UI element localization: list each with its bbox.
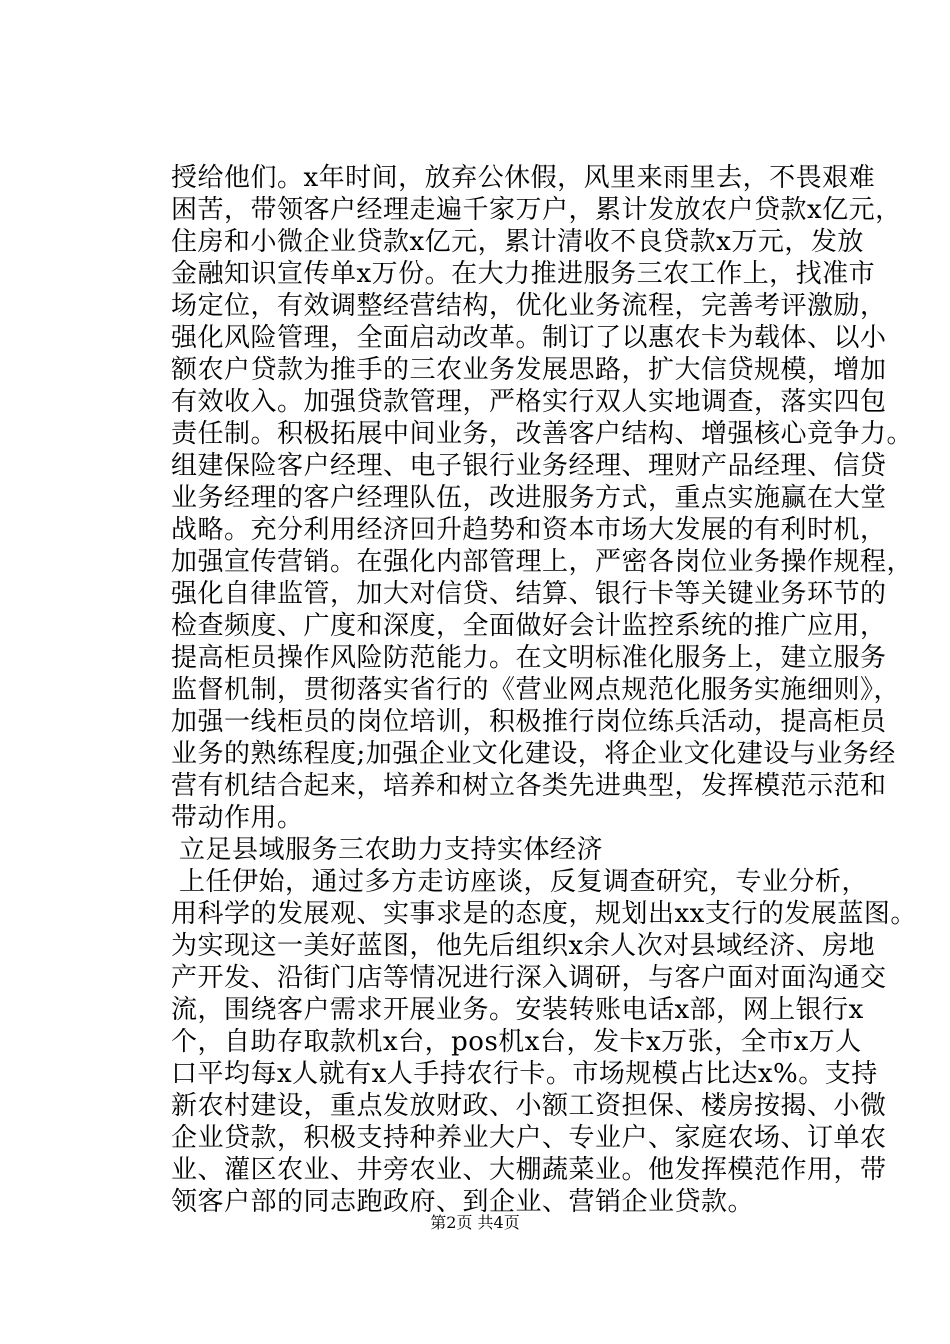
paragraph-line: 检查频度、广度和深度，全面做好会计监控系统的推广应用， bbox=[171, 611, 887, 641]
paragraph-line: 战略。充分利用经济回升趋势和资本市场大发展的有利时机， bbox=[171, 515, 887, 545]
paragraph-line: 授给他们。x年时间，放弃公休假，风里来雨里去，不畏艰难 bbox=[171, 163, 876, 193]
paragraph-line: 提高柜员操作风险防范能力。在文明标准化服务上，建立服务 bbox=[171, 643, 887, 673]
paragraph-line: 企业贷款，积极支持种养业大户、专业户、家庭农场、订单农 bbox=[171, 1123, 887, 1153]
paragraph-line: 加强宣传营销。在强化内部管理上，严密各岗位业务操作规程， bbox=[171, 547, 914, 577]
paragraph-line: 业务经理的客户经理队伍，改进服务方式，重点实施赢在大堂 bbox=[171, 483, 887, 513]
paragraph-line: 责任制。积极拓展中间业务，改善客户结构、增强核心竞争力。 bbox=[171, 419, 914, 449]
paragraph-line: 组建保险客户经理、电子银行业务经理、理财产品经理、信贷 bbox=[171, 451, 887, 481]
paragraph-line: 监督机制，贯彻落实省行的《营业网点规范化服务实施细则》， bbox=[171, 675, 901, 705]
document-body bbox=[171, 162, 917, 1218]
paragraph-line: 困苦，带领客户经理走遍千家万户，累计发放农户贷款x亿元， bbox=[171, 195, 902, 225]
paragraph-line: 强化自律监管，加大对信贷、结算、银行卡等关键业务环节的 bbox=[171, 579, 887, 609]
paragraph-line: 业、灌区农业、井旁农业、大棚蔬菜业。他发挥模范作用，带 bbox=[171, 1155, 887, 1185]
section-heading: 立足县域服务三农助力支持实体经济 bbox=[179, 835, 604, 865]
page-footer bbox=[0, 1213, 950, 1233]
paragraph-line: 金融知识宣传单x万份。在大力推进服务三农工作上，找准市 bbox=[171, 259, 876, 289]
paragraph-line: 个，自助存取款机x台，pos机x台，发卡x万张，全市x万人 bbox=[171, 1027, 862, 1057]
paragraph-line: 业务的熟练程度;加强企业文化建设，将企业文化建设与业务经 bbox=[171, 739, 896, 769]
paragraph-line: 住房和小微企业贷款x亿元，累计清收不良贷款x万元，发放 bbox=[171, 227, 864, 257]
page-number: 第2页 共4页 bbox=[430, 1213, 520, 1232]
paragraph-line: 新农村建设，重点发放财政、小额工资担保、楼房按揭、小微 bbox=[171, 1091, 887, 1121]
paragraph-line: 带动作用。 bbox=[171, 803, 304, 833]
paragraph-line: 强化风险管理，全面启动改革。制订了以惠农卡为载体、以小 bbox=[171, 323, 887, 353]
paragraph-line: 有效收入。加强贷款管理，严格实行双人实地调查，落实四包 bbox=[171, 387, 887, 417]
paragraph-line: 产开发、沿街门店等情况进行深入调研，与客户面对面沟通交 bbox=[171, 963, 887, 993]
paragraph-line: 上任伊始，通过多方走访座谈，反复调查研究，专业分析， bbox=[179, 867, 869, 897]
paragraph-line: 用科学的发展观、实事求是的态度，规划出xx支行的发展蓝图。 bbox=[171, 899, 917, 929]
paragraph-line: 额农户贷款为推手的三农业务发展思路，扩大信贷规模，增加 bbox=[171, 355, 887, 385]
paragraph-line: 口平均每x人就有x人手持农行卡。市场规模占比达x%。支持 bbox=[171, 1059, 878, 1089]
paragraph-line: 流，围绕客户需求开展业务。安装转账电话x部，网上银行x bbox=[171, 995, 864, 1025]
paragraph-line: 加强一线柜员的岗位培训，积极推行岗位练兵活动，提高柜员 bbox=[171, 707, 887, 737]
paragraph-line: 营有机结合起来，培养和树立各类先进典型，发挥模范示范和 bbox=[171, 771, 887, 801]
paragraph-line: 领客户部的同志跑政府、到企业、营销企业贷款。 bbox=[171, 1187, 755, 1217]
paragraph-line: 场定位，有效调整经营结构，优化业务流程，完善考评激励， bbox=[171, 291, 887, 321]
paragraph-line: 为实现这一美好蓝图，他先后组织x余人次对县域经济、房地 bbox=[171, 931, 876, 961]
